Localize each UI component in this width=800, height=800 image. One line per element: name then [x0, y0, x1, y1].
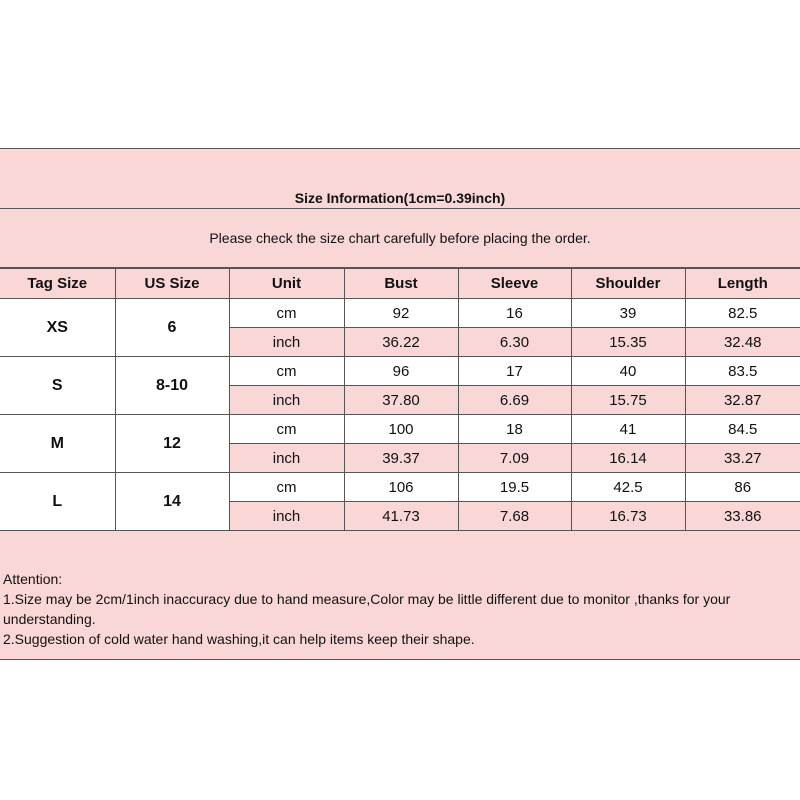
length-cell: 86 [685, 473, 800, 502]
table-row [0, 357, 800, 386]
header-sleeve: Sleeve [458, 269, 571, 299]
header-bust: Bust [344, 269, 458, 299]
table-row [0, 299, 800, 328]
header-length: Length [685, 269, 800, 299]
shoulder-cell: 15.75 [571, 386, 685, 415]
tag-size-cell: XS [0, 299, 115, 357]
notice-text: Please check the size chart carefully before placing the order. [209, 230, 591, 246]
shoulder-cell: 42.5 [571, 473, 685, 502]
sleeve-cell: 16 [458, 299, 571, 328]
sleeve-cell: 6.30 [458, 328, 571, 357]
notice-row [0, 209, 800, 268]
sleeve-cell: 19.5 [458, 473, 571, 502]
unit-cell: cm [229, 415, 344, 444]
attention-heading: Attention: [3, 571, 63, 587]
size-table [0, 268, 800, 531]
shoulder-cell: 41 [571, 415, 685, 444]
bust-cell: 100 [344, 415, 458, 444]
chart-title: Size Information(1cm=0.39inch) [294, 190, 506, 206]
header-tag-size: Tag Size [0, 269, 115, 299]
us-size-cell: 12 [115, 415, 229, 473]
tag-size-cell: S [0, 357, 115, 415]
sleeve-cell: 17 [458, 357, 571, 386]
sleeve-cell: 6.69 [458, 386, 571, 415]
length-cell: 82.5 [685, 299, 800, 328]
unit-cell: inch [229, 386, 344, 415]
attention-line-1: 1.Size may be 2cm/1inch inaccuracy due to hand measure,Color may be little different due to monitor ,thanks for your understanding. [3, 591, 731, 627]
us-size-cell: 8-10 [115, 357, 229, 415]
size-chart [0, 148, 800, 660]
us-size-cell: 14 [115, 473, 229, 531]
tag-size-cell: M [0, 415, 115, 473]
unit-cell: cm [229, 357, 344, 386]
bust-cell: 41.73 [344, 502, 458, 531]
bust-cell: 37.80 [344, 386, 458, 415]
length-cell: 32.48 [685, 328, 800, 357]
sleeve-cell: 7.68 [458, 502, 571, 531]
header-us-size: US Size [115, 269, 229, 299]
bust-cell: 96 [344, 357, 458, 386]
table-row [0, 473, 800, 502]
shoulder-cell: 16.73 [571, 502, 685, 531]
chart-title-row [0, 149, 800, 209]
unit-cell: inch [229, 328, 344, 357]
shoulder-cell: 16.14 [571, 444, 685, 473]
unit-cell: inch [229, 502, 344, 531]
unit-cell: cm [229, 473, 344, 502]
length-cell: 33.27 [685, 444, 800, 473]
unit-cell: cm [229, 299, 344, 328]
us-size-cell: 6 [115, 299, 229, 357]
attention-line-2: 2.Suggestion of cold water hand washing,it can help items keep their shape. [3, 631, 475, 647]
header-shoulder: Shoulder [571, 269, 685, 299]
bust-cell: 106 [344, 473, 458, 502]
attention-section [0, 531, 800, 659]
unit-cell: inch [229, 444, 344, 473]
length-cell: 83.5 [685, 357, 800, 386]
header-unit: Unit [229, 269, 344, 299]
bust-cell: 92 [344, 299, 458, 328]
sleeve-cell: 7.09 [458, 444, 571, 473]
tag-size-cell: L [0, 473, 115, 531]
length-cell: 33.86 [685, 502, 800, 531]
length-cell: 32.87 [685, 386, 800, 415]
length-cell: 84.5 [685, 415, 800, 444]
table-header-row [0, 269, 800, 299]
bust-cell: 39.37 [344, 444, 458, 473]
shoulder-cell: 15.35 [571, 328, 685, 357]
shoulder-cell: 39 [571, 299, 685, 328]
table-row [0, 415, 800, 444]
sleeve-cell: 18 [458, 415, 571, 444]
bust-cell: 36.22 [344, 328, 458, 357]
shoulder-cell: 40 [571, 357, 685, 386]
